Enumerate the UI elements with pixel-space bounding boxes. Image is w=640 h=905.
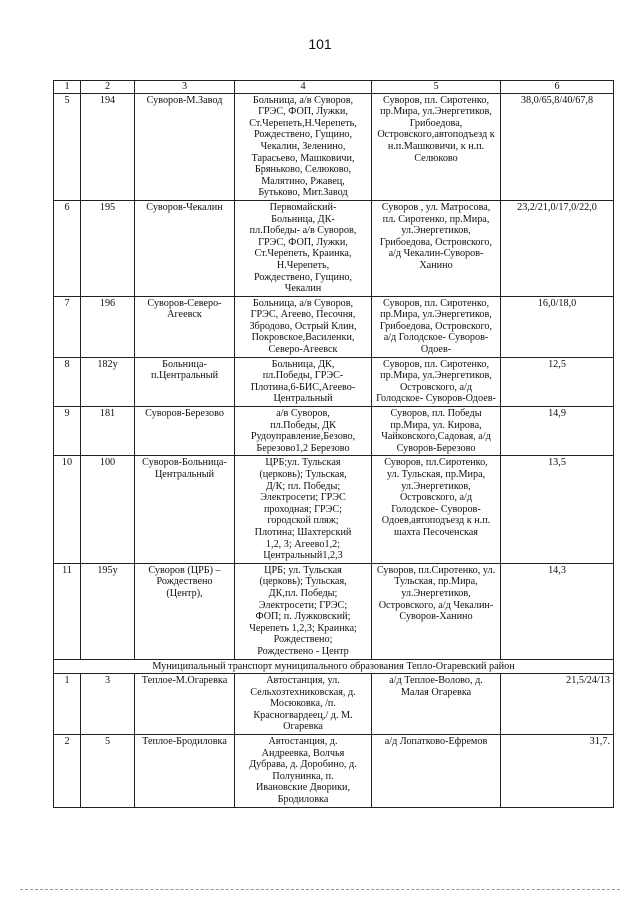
row-number: 9 (54, 407, 81, 456)
streets-cell-line: Селюково (414, 152, 458, 164)
streets-cell-line: Суворов, пл. Сиротенко, (383, 297, 489, 309)
streets-cell-line: пл. Сиротенко, пр.Мира, (382, 213, 490, 225)
stops-cell-line: Первомайский- (269, 201, 337, 213)
streets-cell-line: Грибоедова, Островского, (379, 236, 493, 248)
stops-cell (235, 407, 372, 456)
section-title: Муниципальный транспорт муниципального образования Тепло-Огаревский район (54, 659, 614, 674)
stops-cell-line: Больница, ДК, (271, 358, 335, 370)
route-name: Суворов-Северо-Агеевск (135, 296, 235, 357)
streets-cell-line: Суворов, пл.Сиротенко, ул. (376, 564, 496, 576)
stops-cell-line: Бутьково, Мит.Завод (258, 187, 348, 199)
row-number: 5 (54, 93, 81, 200)
stops-cell (235, 456, 372, 563)
route-length: 31,7. (501, 735, 614, 808)
streets-cell-line: ул.Энергетиков, (401, 480, 471, 492)
stops-cell-line: проходная; ГРЭС; (263, 503, 343, 515)
stops-cell-line: Покровское,Василенки, (251, 332, 355, 344)
stops-cell-line: Н.Черепеть, (276, 259, 330, 271)
stops-cell-line: Черепеть 1,2,3; Краинка; (249, 622, 357, 634)
streets-cell-line: Суворов-Ханино (399, 611, 473, 623)
table-row (54, 456, 614, 563)
stops-cell-line: Огаревка (283, 721, 323, 733)
row-number: 8 (54, 357, 81, 406)
streets-cell-line: Ханино (419, 259, 453, 271)
streets-cell-line: Суворов-Березово (396, 442, 476, 454)
stops-cell-line: Полунинка, п. (272, 770, 334, 782)
row-number: 11 (54, 563, 81, 659)
route-number: 100 (81, 456, 135, 563)
column-header: 2 (81, 81, 135, 94)
streets-cell (372, 200, 501, 296)
table-row (54, 93, 614, 200)
stops-cell (235, 563, 372, 659)
stops-cell-line: Чекалин (284, 283, 322, 295)
route-number: 195у (81, 563, 135, 659)
streets-cell (372, 563, 501, 659)
streets-cell-line: Одоев- (420, 344, 452, 356)
route-name: Суворов-Больница-Центральный (135, 456, 235, 563)
column-header: 5 (372, 81, 501, 94)
table-row (54, 296, 614, 357)
streets-cell-line: Островского, а/д (399, 492, 473, 504)
stops-cell-line: Центральный (273, 393, 333, 405)
streets-cell-line: ул.Энергетиков, (401, 587, 471, 599)
stops-cell-line: ГРЭС, ФОП, Лужки, (258, 236, 348, 248)
streets-cell-line: Чайковского,Садовая, а/д (381, 431, 491, 443)
streets-cell-line: Островского, а/д (399, 381, 473, 393)
route-name: Теплое-М.Огаревка (135, 674, 235, 735)
streets-cell-line: шахта Песоченская (394, 526, 478, 538)
streets-cell-line: пр.Мира, ул.Энергетиков, (380, 106, 492, 118)
route-name: Суворов-Чекалин (135, 200, 235, 296)
stops-cell-line: ГРЭС, Агеево, Песочня, (250, 309, 356, 321)
stops-cell (235, 735, 372, 808)
stops-cell-line: (церковь); Тульская, (259, 469, 347, 480)
streets-cell-line: ул.Энергетиков, (401, 225, 471, 237)
streets-cell-line: Суворов, пл.Сиротенко, (384, 457, 488, 469)
stops-cell-line: ДК,пл. Победы; (268, 587, 338, 599)
streets-cell-line: ул. Тульская, пр.Мира, (386, 469, 486, 480)
column-header: 6 (501, 81, 614, 94)
streets-cell (372, 296, 501, 357)
route-length: 23,2/21,0/17,0/22,0 (501, 200, 614, 296)
stops-cell-line: 1,2, 3; Агеево1,2; (265, 538, 341, 550)
route-length: 16,0/18,0 (501, 296, 614, 357)
stops-cell-line: Северо-Агеевск (268, 344, 338, 356)
stops-cell-line: пл.Победы, ГРЭС- (262, 370, 344, 382)
row-number: 2 (54, 735, 81, 808)
streets-cell (372, 93, 501, 200)
row-number: 7 (54, 296, 81, 357)
streets-cell-line: Суворов, пл. Сиротенко, (383, 94, 489, 106)
stops-cell-line: Электросети; ГРЭС; (258, 599, 348, 611)
table-row (54, 563, 614, 659)
stops-cell-line: Бряньково, Селюково, (254, 164, 352, 176)
stops-cell (235, 296, 372, 357)
stops-cell-line: Плотина; Шахтерский (254, 526, 352, 538)
row-number: 1 (54, 674, 81, 735)
header-row (54, 81, 614, 94)
stops-cell-line: Рождествено, Гущино, (253, 271, 353, 283)
stops-cell-line: Центральный1,2,3 (263, 550, 343, 562)
stops-cell-line: Д/К; пл. Победы; (265, 480, 341, 492)
stops-cell-line: Автостанция, д. (268, 736, 338, 748)
row-number: 6 (54, 200, 81, 296)
stops-cell-line: Плотина,6-БИС,Агеево- (250, 381, 356, 393)
stops-cell-line: Рождествено, Гущино, (253, 129, 353, 141)
stops-cell (235, 674, 372, 735)
route-length: 21,5/24/13 (501, 674, 614, 735)
route-number: 3 (81, 674, 135, 735)
route-number: 196 (81, 296, 135, 357)
route-name: Больница-п.Центральный (135, 357, 235, 406)
streets-cell (372, 456, 501, 563)
stops-cell-line: Бродиловка (277, 794, 329, 806)
streets-cell-line: Грибоедова, (409, 117, 463, 129)
stops-cell-line: ЦРБ;ул. Тульская (265, 457, 341, 469)
stops-cell-line: Электросети; ГРЭС (260, 492, 346, 504)
route-number: 5 (81, 735, 135, 808)
stops-cell-line: Красногвардеец,/ д. М. (253, 709, 353, 721)
table-row (54, 357, 614, 406)
stops-cell-line: Чекалин, Зеленино, (260, 140, 346, 152)
section-row (54, 659, 614, 674)
stops-cell-line: Збродово, Острый Клин, (249, 320, 357, 332)
route-number: 195 (81, 200, 135, 296)
stops-cell-line: пл.Победы- а/в Суворов, (249, 225, 357, 237)
route-length: 14,3 (501, 563, 614, 659)
streets-cell-line: Суворов, пл. Победы (390, 408, 482, 420)
stops-cell (235, 93, 372, 200)
table-row (54, 407, 614, 456)
stops-cell-line: пл.Победы, ДК (270, 419, 336, 431)
stops-cell-line: (церковь); Тульская, (259, 576, 347, 588)
route-name: Теплое-Бродиловка (135, 735, 235, 808)
streets-cell-line: Малая Огаревка (400, 686, 472, 698)
stops-cell-line: Больница, а/в Суворов, (252, 94, 354, 106)
route-number: 182у (81, 357, 135, 406)
streets-cell (372, 674, 501, 735)
stops-cell-line: Дубрава, д. Доробино, д. (249, 759, 357, 771)
stops-cell-line: Сельхозтехниковская, д. (250, 686, 356, 698)
table-row (54, 674, 614, 735)
column-header: 3 (135, 81, 235, 94)
route-name: Суворов-М.Завод (135, 93, 235, 200)
streets-cell-line: Тульская, пр.Мира, (394, 576, 478, 588)
stops-cell-line: Березово1,2 Березово (256, 442, 350, 454)
streets-cell-line: Грибоедова, Островского, (379, 320, 493, 332)
route-length: 38,0/65,8/40/67,8 (501, 93, 614, 200)
streets-cell (372, 357, 501, 406)
stops-cell-line: ФОП; п. Лужковский; (255, 611, 351, 623)
streets-cell-line: а/д Лопатково-Ефремов (384, 736, 488, 748)
route-length: 12,5 (501, 357, 614, 406)
stops-cell-line: Автостанция, ул. (266, 675, 340, 687)
table-row (54, 200, 614, 296)
stops-cell-line: Ивановские Дворики, (255, 782, 351, 794)
streets-cell-line: а/д Теплое-Волово, д. (389, 675, 483, 687)
stops-cell-line: городской пляж; (267, 515, 339, 527)
stops-cell-line: Рождествено - Центр (257, 645, 349, 657)
stops-cell-line: Ст.Черепеть, Краинка, (254, 248, 352, 260)
stops-cell-line: Мосюковка, /п. (270, 698, 336, 710)
stops-cell-line: Андреевка, Волчья (261, 747, 345, 759)
streets-cell-line: пр.Мира, ул. Кирова, (390, 419, 482, 431)
column-header: 4 (235, 81, 372, 94)
routes-table (53, 80, 614, 808)
streets-cell-line: Островского,автоподъезд к (377, 129, 495, 141)
streets-cell (372, 735, 501, 808)
stops-cell-line: ГРЭС, ФОП, Лужки, (258, 106, 348, 118)
route-name: Суворов (ЦРБ) – Рождествено (Центр), (135, 563, 235, 659)
streets-cell (372, 407, 501, 456)
scan-edge-line (20, 889, 620, 890)
stops-cell-line: Рудоуправление,Безово, (250, 431, 356, 443)
streets-cell-line: а/д Чекалин-Суворов- (388, 248, 484, 260)
page-number: 101 (308, 36, 332, 52)
stops-cell-line: Тарасьево, Машковичи, (251, 152, 355, 164)
route-length: 13,5 (501, 456, 614, 563)
route-number: 194 (81, 93, 135, 200)
streets-cell-line: а/д Голодское- Суворов- (383, 332, 489, 344)
streets-cell-line: Голодское- Суворов- (391, 503, 481, 515)
streets-cell-line: пр.Мира, ул.Энергетиков, (380, 309, 492, 321)
stops-cell-line: Больница, а/в Суворов, (252, 297, 354, 309)
streets-cell-line: Голодское- Суворов-Одоев- (376, 393, 496, 405)
streets-cell-line: пр.Мира, ул.Энергетиков, (380, 370, 492, 382)
stops-cell-line: Малятино, Ржавец, (261, 175, 345, 187)
stops-cell (235, 357, 372, 406)
route-number: 181 (81, 407, 135, 456)
column-header: 1 (54, 81, 81, 94)
stops-cell-line: Больница, ДК- (271, 213, 335, 225)
streets-cell-line: Островского, а/д Чекалин- (378, 599, 494, 611)
streets-cell-line: н.п.Машковичи, к н.п. (387, 140, 485, 152)
streets-cell-line: Суворов , ул. Матросова, (381, 201, 491, 213)
stops-cell-line: Ст.Черепеть,Н.Черепеть, (249, 117, 357, 129)
stops-cell-line: ЦРБ; ул. Тульская (264, 564, 342, 576)
stops-cell (235, 200, 372, 296)
streets-cell-line: Одоев,автоподъезд к н.п. (381, 515, 491, 527)
row-number: 10 (54, 456, 81, 563)
route-length: 14,9 (501, 407, 614, 456)
streets-cell-line: Суворов, пл. Сиротенко, (383, 358, 489, 370)
table-row (54, 735, 614, 808)
stops-cell-line: а/в Суворов, (276, 408, 330, 420)
route-name: Суворов-Березово (135, 407, 235, 456)
stops-cell-line: Рождествено; (273, 634, 333, 646)
